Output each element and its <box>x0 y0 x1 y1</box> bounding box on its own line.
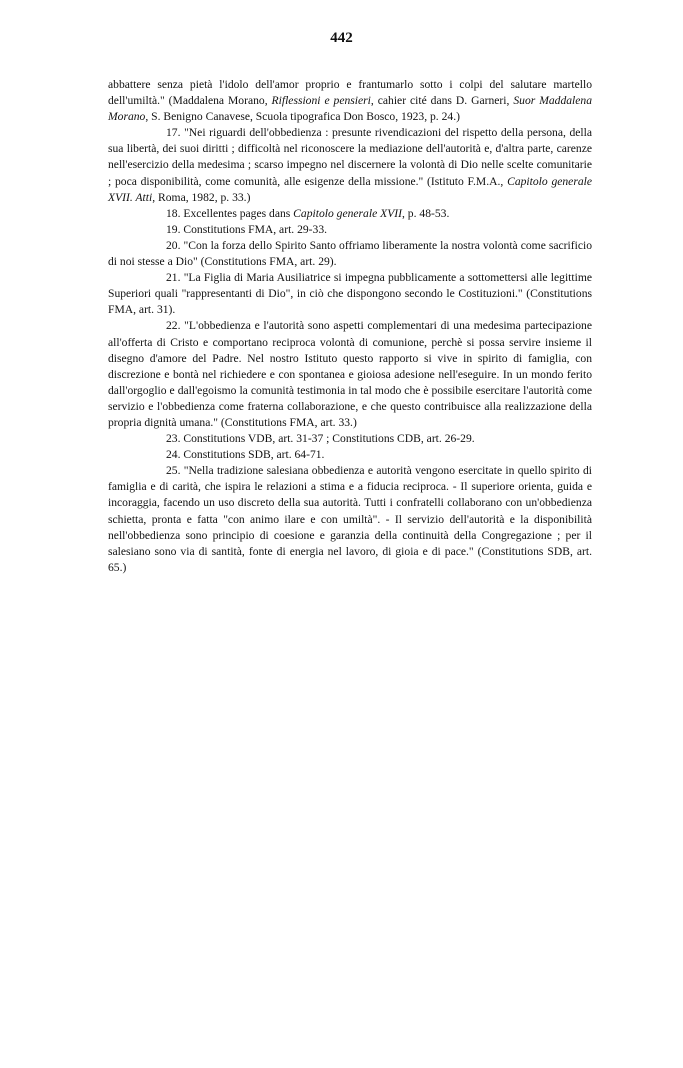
text-run: 20. "Con la forza dello Spirito Santo offriamo liberamente la nostra volontà come sacrificio di noi stesse a Dio" (Constitutions FMA, art. 29). <box>108 238 592 269</box>
text-run: , S. Benigno Canavese, Scuola tipografica Don Bosco, 1923, p. 24.) <box>145 110 460 124</box>
footnote-paragraph <box>108 431 592 447</box>
text-run: 25. "Nella tradizione salesiana obbedienza e autorità vengono esercitate in quello spirito di famiglia e di carità, che ispira le relazioni a stima e a fiducia reciproca. - Il superiore orienta, guida e incoraggia, facendo un uso discreto della sua autorità. Tutti i confratelli collaborano con un'obbedienza schietta, pronta e fatta "con animo ilare e con umiltà". - Il servizio dell'autorità e la disponibilità nell'obbedienza sono principio di coesione e garanzia della continuità della Congregazione ; per il salesiano sono via di santità, fonte di energia nel lavoro, di gioia e di pace." (Constitutions SDB, art. 65.) <box>108 464 592 574</box>
italic-title: Capitolo generale XVII. Atti <box>108 174 593 204</box>
text-run: 18. Excellentes pages dans <box>166 206 294 220</box>
text-run: 19. Constitutions FMA, art. 29-33. <box>166 222 328 236</box>
text-run: , p. 48-53. <box>402 206 450 220</box>
continued-paragraph <box>108 77 592 125</box>
text-run: , Roma, 1982, p. 33.) <box>152 190 251 204</box>
footnote-paragraph <box>108 318 592 431</box>
footnote-paragraph <box>108 222 592 238</box>
text-run: 21. "La Figlia di Maria Ausiliatrice si impegna pubblicamente a sottomettersi alle legittime Superiori quali "rappresentanti di Dio", in ciò che dispongono secondo le Costituzioni." (Constitutions FMA, art. 31). <box>108 271 592 317</box>
footnote-paragraph <box>108 125 592 205</box>
footnote-paragraph <box>108 463 592 576</box>
text-run: abbattere senza pietà l'idolo dell'amor proprio e frantumarlo sotto i colpi del salutare martello dell'umiltà." (Maddalena Morano, <box>108 78 592 108</box>
footnote-paragraph <box>108 447 592 463</box>
footnote-paragraph <box>108 270 592 318</box>
text-run: 24. Constitutions SDB, art. 64-71. <box>166 448 325 462</box>
text-run: , cahier cité dans D. Garneri, <box>370 94 514 108</box>
text-run: 17. "Nei riguardi dell'obbedienza : presunte rivendicazioni del rispetto della persona, della sua libertà, dei suoi diritti ; difficoltà nel riconoscere la mediazione dell'autorità e, d'altra parte, carenze nell'esercizio della medesima ; scarso impegno nel discernere la volontà di Dio nelle scelte comunitarie ; poca disponibilità, come comunità, alle esigenze della missione." (Istituto F.M.A., <box>108 126 592 188</box>
text-run: 23. Constitutions VDB, art. 31-37 ; Constitutions CDB, art. 26-29. <box>166 432 475 446</box>
italic-title: Riflessioni e pensieri <box>271 94 371 108</box>
page-number: 442 <box>330 30 353 46</box>
italic-title: Capitolo generale XVII <box>293 206 402 220</box>
italic-title: Suor Maddalena Morano <box>108 94 592 124</box>
text-run: 22. "L'obbedienza e l'autorità sono aspetti complementari di una medesima partecipazione all'offerta di Cristo e comportano reciproca volontà di comunione, perchè si possa servire insieme il disegno d'amore del Padre. Nel nostro Istituto questo rapporto si vive in spirito di famiglia, con discrezione e bontà nel richiedere e con spontanea e gioiosa adesione nell'eseguire. In un mondo ferito dall'orgoglio e dall'egoismo la comunità testimonia in tal modo che è possibile esercitare l'autorità come servizio e l'obbedienza come fraterna collaborazione, e che questo contribuisce alla realizzazione della propria dignità umana." (Constitutions FMA, art. 33.) <box>108 319 592 429</box>
footnotes-body <box>108 77 592 576</box>
footnote-paragraph <box>108 238 592 270</box>
footnote-paragraph <box>108 206 592 222</box>
